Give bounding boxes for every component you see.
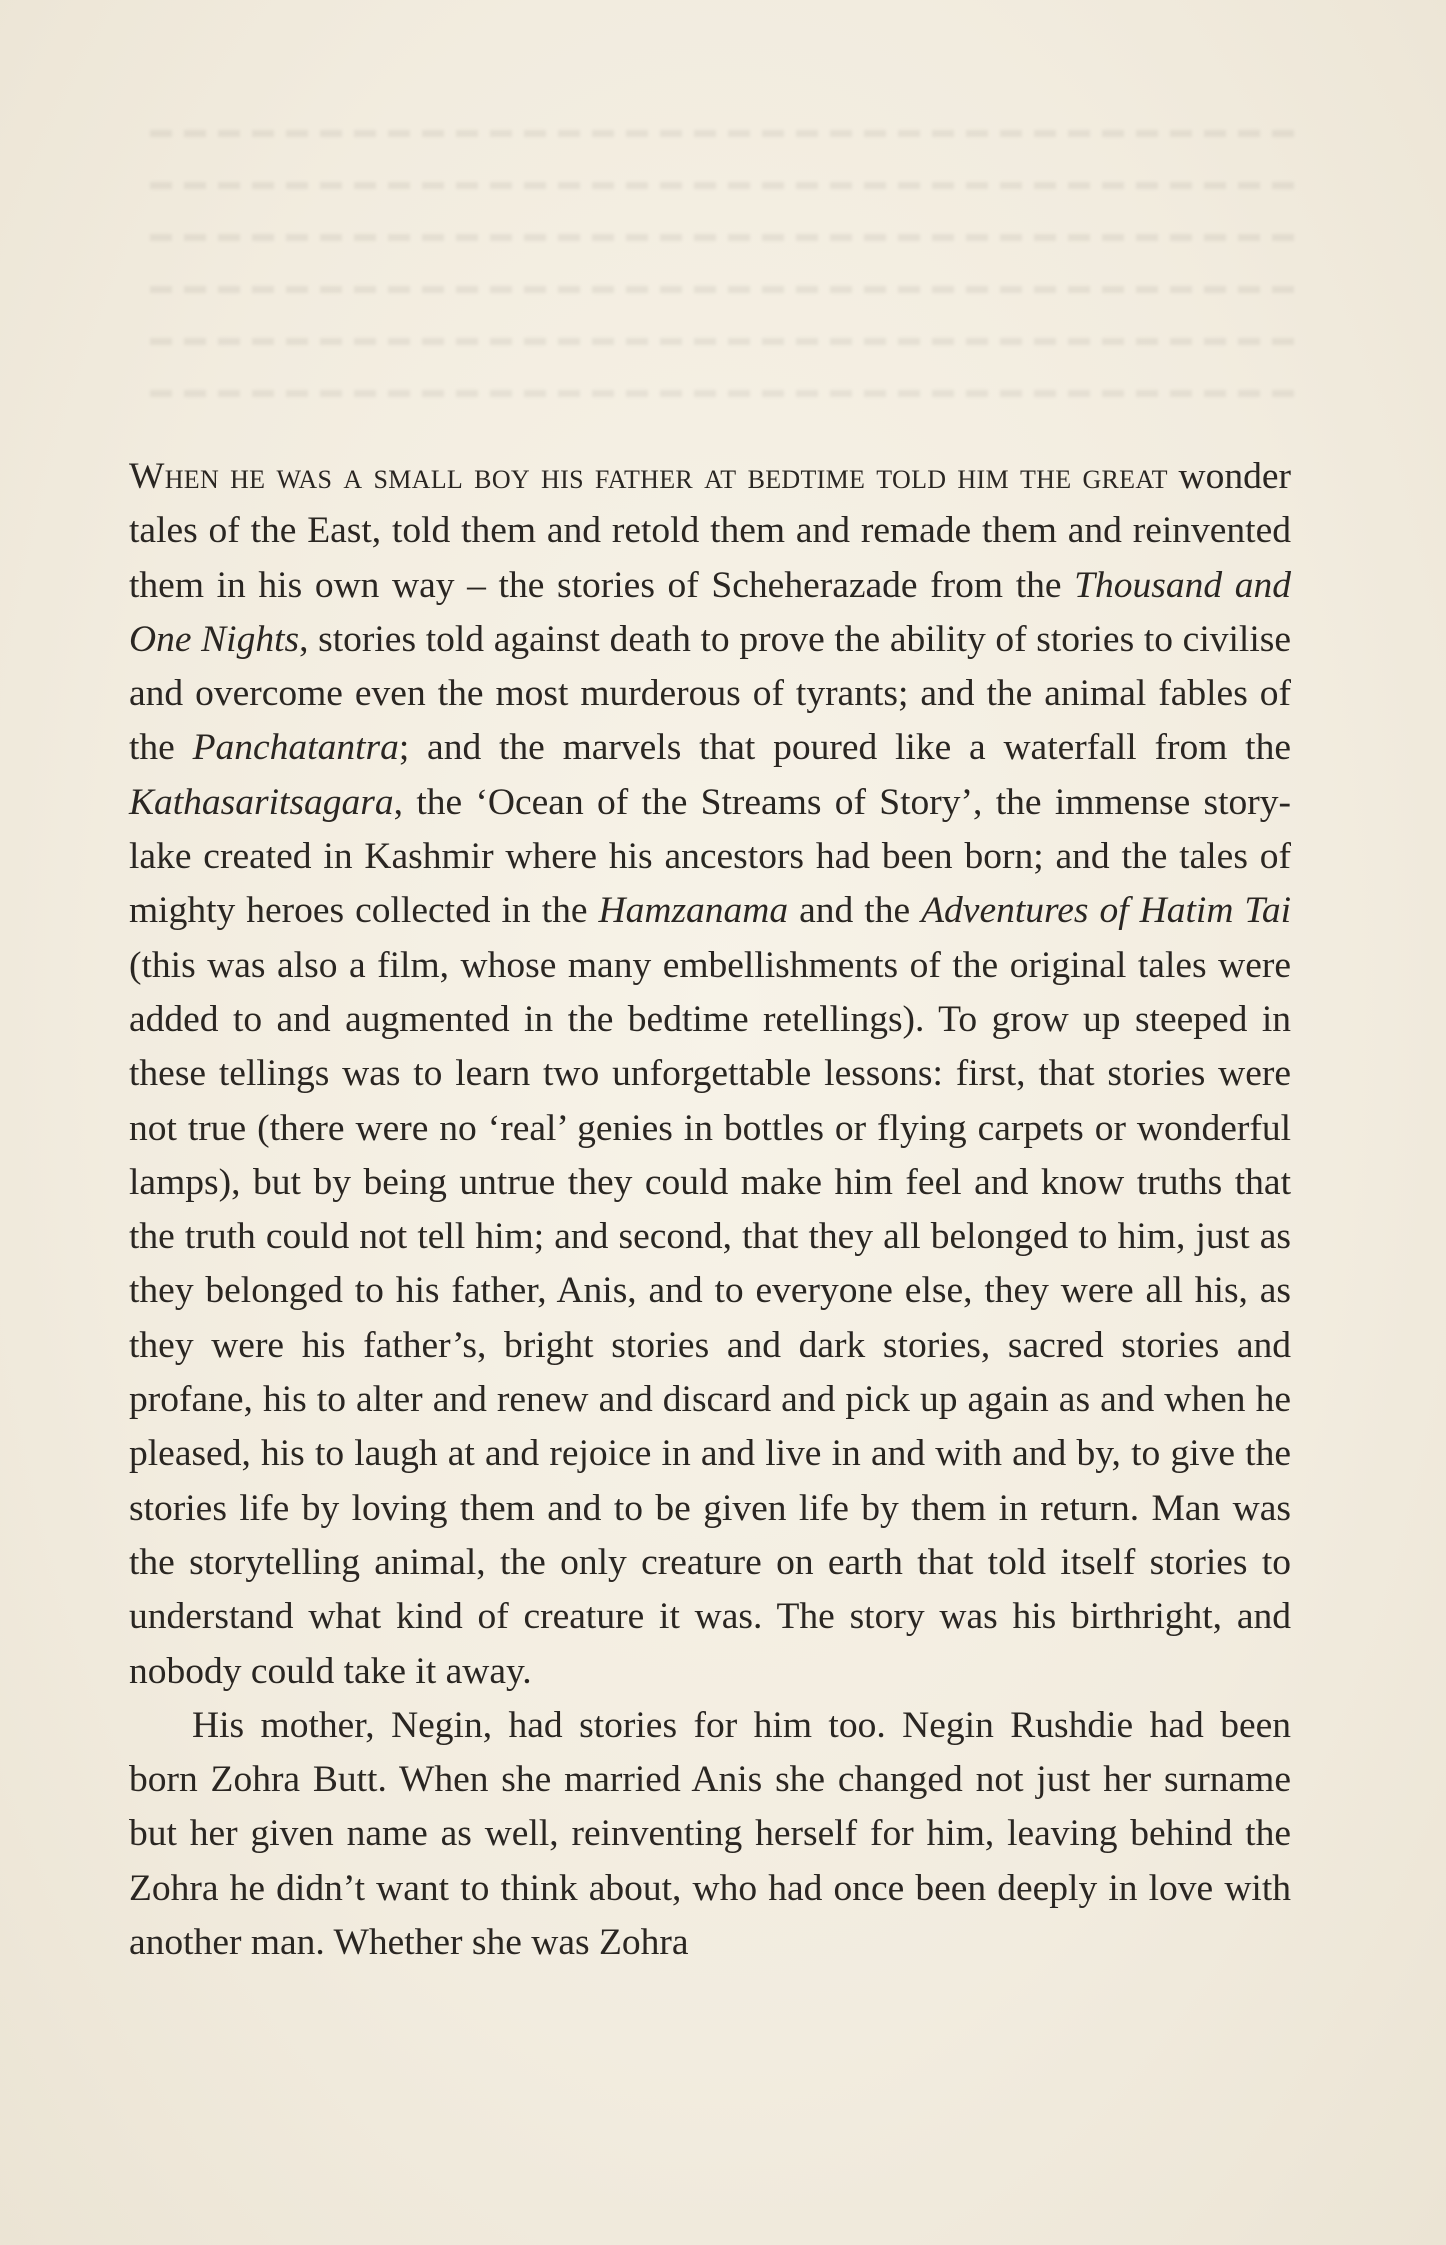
bleed-through-text [150,130,1300,460]
text-run: and the [788,890,922,932]
text-run: , stories told against death to prove the ability of stories to civilise and overcome even the most murderous of tyrants; and the animal fables of the [129,618,1291,769]
opening-small-caps: When he was a small boy his father at bedtime told him the great [129,456,1168,497]
book-title: Adventures of Hatim Tai [921,890,1291,932]
text-run: (this was also a film, whose many embellishments of the original tales were added to and augmented in the bedtime retellings). To grow up steeped in these tellings was to learn two unforgettable lessons: first, that stories were not true (there were no ‘real’ genies in bottles or flying carpets or wonderful lamps), but by being untrue they could make him feel and know truths that the truth could not tell him; and second, that they all belonged to him, just as they belonged to his father, Anis, and to everyone else, they were all his, as they were his father’s, bright stories and dark stories, sacred stories and profane, his to alter and renew and discard and pick up again as and when he pleased, his to laugh at and rejoice in and live in and with and by, to give the stories life by loving them and to be given life by them in return. Man was the storytelling animal, the only creature on earth that told itself stories to understand what kind of creature it was. The story was his birthright, and nobody could take it away. [129,944,1291,1692]
book-title: Thousand and One Nights [129,564,1291,660]
text-run: wonder tales of the East, told them and retold them and remade them and reinvented them in his own way – the stories of Scheherazade from the [129,456,1291,606]
book-title: Hamzanama [598,890,789,932]
text-run: His mother, Negin, had stories for him too. Negin Rushdie had been born Zohra Butt. When she married Anis she changed not just her surname but her given name as well, reinventing herself for him, leaving behind the Zohra he didn’t want to think about, who had once been deeply in love with another man. Whether she was Zohra [129,1704,1291,1964]
text-run: , the ‘Ocean of the Streams of Story’, the immense story-lake created in Kashmir where his ancestors had been born; and the tales of mighty heroes collected in the [129,781,1291,932]
paragraph-1 [129,450,1291,1699]
paragraph-2 [129,1699,1291,1970]
book-title: Kathasaritsagara [129,781,394,823]
book-title: Panchatantra [192,727,399,769]
body-text [129,450,1291,1970]
text-run: ; and the marvels that poured like a waterfall from the [398,727,1291,769]
